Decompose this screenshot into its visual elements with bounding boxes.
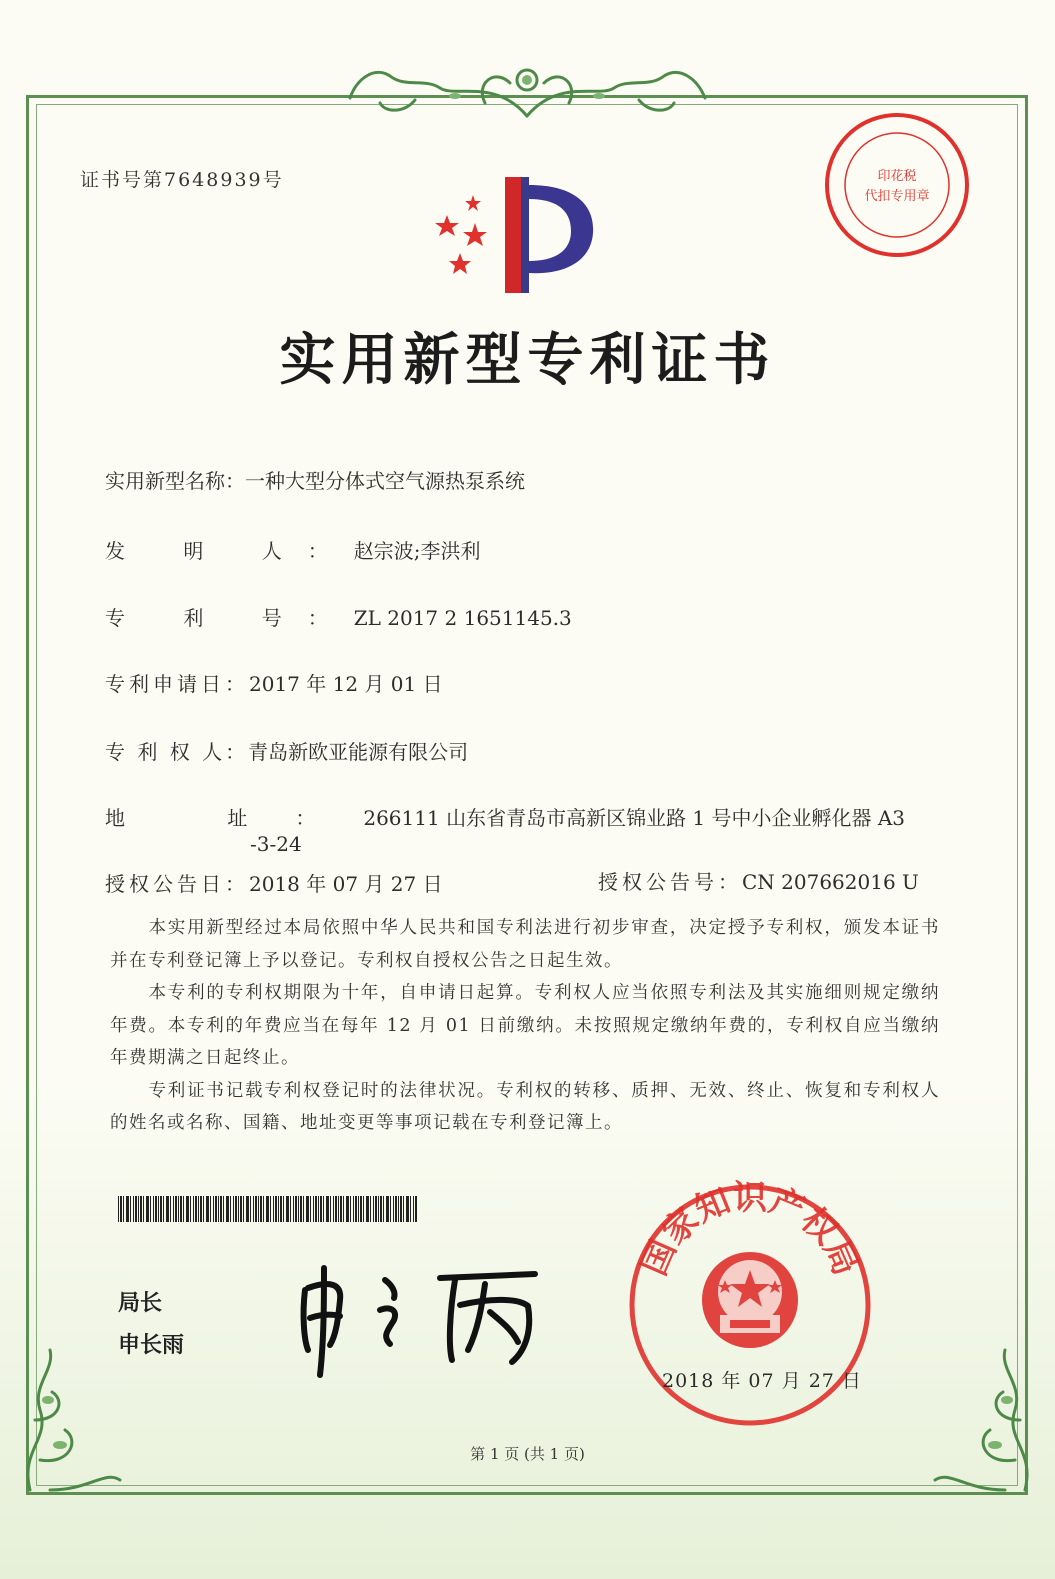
- inventor-label: 发 明 人：: [105, 539, 354, 563]
- barcode-icon: [118, 1196, 418, 1222]
- barcode-bar: [343, 1196, 344, 1222]
- barcode-bar: [355, 1196, 357, 1222]
- barcode-bar: [313, 1196, 314, 1222]
- address-line1: 266111 山东省青岛市高新区锦业路 1 号中小企业孵化器 A3: [363, 806, 906, 830]
- barcode-bar: [318, 1196, 319, 1222]
- barcode-bar: [370, 1196, 371, 1222]
- barcode-bar: [323, 1196, 324, 1222]
- barcode-bar: [130, 1196, 131, 1222]
- grant-no-label: 授权公告号：: [598, 870, 742, 894]
- barcode-bar: [298, 1196, 299, 1222]
- barcode-bar: [126, 1196, 129, 1222]
- barcode-bar: [333, 1196, 334, 1222]
- barcode-bar: [246, 1196, 249, 1222]
- barcode-bar: [326, 1196, 329, 1222]
- barcode-bar: [293, 1196, 294, 1222]
- barcode-bar: [263, 1196, 264, 1222]
- barcode-bar: [290, 1196, 291, 1222]
- barcode-bar: [203, 1196, 204, 1222]
- tax-seal-line2: 代扣专用章: [864, 189, 930, 204]
- barcode-bar: [383, 1196, 384, 1222]
- field-inventor: [105, 535, 480, 564]
- barcode-bar: [310, 1196, 311, 1222]
- patent-no-value: ZL 2017 2 1651145.3: [353, 606, 572, 630]
- barcode-bar: [258, 1196, 259, 1222]
- barcode-bar: [306, 1196, 309, 1222]
- barcode-bar: [153, 1196, 154, 1222]
- barcode-bar: [118, 1196, 119, 1222]
- barcode-bar: [173, 1196, 174, 1222]
- bottom-left-ornament-icon: [10, 1340, 130, 1500]
- body-paragraph-2: 本专利的专利权期限为十年，自申请日起算。专利权人应当依照专利法及其实施细则规定缴纳年费。本专利的年费应当在每年 12 月 01 日前缴纳。未按照规定缴纳年费的，专利权自应当缴纳年费期满之日起终止。: [110, 983, 940, 1068]
- barcode-bar: [406, 1196, 409, 1222]
- barcode-bar: [155, 1196, 157, 1222]
- barcode-bar: [346, 1196, 349, 1222]
- barcode-bar: [238, 1196, 239, 1222]
- barcode-bar: [123, 1196, 124, 1222]
- barcode-bar: [230, 1196, 231, 1222]
- barcode-bar: [150, 1196, 151, 1222]
- certificate-number: 证书号第7648939号: [80, 169, 284, 191]
- barcode-bar: [360, 1196, 362, 1222]
- field-filing-date: [105, 668, 443, 697]
- barcode-bar: [270, 1196, 271, 1222]
- barcode-bar: [380, 1196, 382, 1222]
- barcode-bar: [315, 1196, 317, 1222]
- barcode-bar: [186, 1196, 189, 1222]
- barcode-bar: [133, 1196, 134, 1222]
- barcode-bar: [226, 1196, 229, 1222]
- barcode-bar: [135, 1196, 137, 1222]
- barcode-bar: [366, 1196, 369, 1222]
- barcode-bar: [195, 1196, 197, 1222]
- field-grant-number: [598, 866, 919, 895]
- barcode-bar: [253, 1196, 254, 1222]
- barcode-bar: [220, 1196, 222, 1222]
- tax-seal-line1: 印花税: [877, 169, 917, 184]
- barcode-bar: [386, 1196, 389, 1222]
- field-address-continued: [250, 832, 302, 856]
- address-line2: -3-24: [250, 832, 302, 856]
- barcode-bar: [138, 1196, 139, 1222]
- name-label: 实用新型名称：: [105, 469, 245, 493]
- barcode-bar: [146, 1196, 149, 1222]
- field-grant-date: [105, 868, 443, 897]
- field-patentee: [105, 736, 468, 765]
- barcode-bar: [175, 1196, 177, 1222]
- stamp-duty-seal-icon: [822, 110, 972, 260]
- barcode-bar: [260, 1196, 262, 1222]
- director-title: 局长: [118, 1291, 163, 1316]
- barcode-bar: [403, 1196, 404, 1222]
- barcode-bar: [213, 1196, 214, 1222]
- barcode-bar: [400, 1196, 402, 1222]
- barcode-bar: [413, 1196, 414, 1222]
- field-address: [105, 802, 905, 831]
- barcode-bar: [166, 1196, 169, 1222]
- body-paragraph-1: 本实用新型经过本局依照中华人民共和国专利法进行初步审查，决定授予专利权，颁发本证书并在专利登记簿上予以登记。专利权自授权公告之日起生效。: [110, 918, 940, 971]
- seal-ring-text: 国家知识产权局: [634, 1180, 866, 1282]
- page-number: 第 1 页 (共 1 页): [470, 1445, 585, 1463]
- name-value: 一种大型分体式空气源热泵系统: [245, 469, 525, 493]
- barcode-bar: [363, 1196, 364, 1222]
- grant-date-label: 授权公告日：: [105, 872, 249, 896]
- field-patent-number: [105, 602, 572, 631]
- barcode-bar: [330, 1196, 331, 1222]
- inventor-value: 赵宗波;李洪利: [353, 539, 481, 563]
- barcode-bar: [393, 1196, 394, 1222]
- barcode-bar: [390, 1196, 391, 1222]
- top-ornament-icon: [345, 58, 710, 122]
- barcode-bar: [415, 1196, 417, 1222]
- barcode-bar: [198, 1196, 199, 1222]
- barcode-bar: [278, 1196, 279, 1222]
- barcode-bar: [243, 1196, 244, 1222]
- filing-date-value: 2017 年 12 月 01 日: [249, 672, 443, 696]
- director-name: 申长雨: [118, 1333, 185, 1358]
- barcode-bar: [120, 1196, 122, 1222]
- barcode-bar: [283, 1196, 284, 1222]
- barcode-bar: [350, 1196, 351, 1222]
- barcode-bar: [300, 1196, 302, 1222]
- grant-date-value: 2018 年 07 月 27 日: [249, 872, 443, 896]
- barcode-bar: [140, 1196, 142, 1222]
- barcode-bar: [275, 1196, 277, 1222]
- certificate-body: [110, 912, 940, 1140]
- director-signature-icon: [290, 1250, 550, 1380]
- patent-office-logo-icon: [425, 165, 605, 300]
- barcode-bar: [295, 1196, 297, 1222]
- barcode-bar: [255, 1196, 257, 1222]
- barcode-bar: [373, 1196, 374, 1222]
- barcode-bar: [143, 1196, 144, 1222]
- barcode-bar: [266, 1196, 269, 1222]
- barcode-bar: [163, 1196, 164, 1222]
- grant-no-value: CN 207662016 U: [742, 870, 919, 894]
- barcode-bar: [335, 1196, 337, 1222]
- certificate-title: 实用新型专利证书: [279, 327, 776, 393]
- barcode-bar: [240, 1196, 242, 1222]
- barcode-bar: [280, 1196, 282, 1222]
- barcode-bar: [410, 1196, 411, 1222]
- barcode-bar: [378, 1196, 379, 1222]
- barcode-bar: [286, 1196, 289, 1222]
- barcode-bar: [223, 1196, 224, 1222]
- barcode-bar: [398, 1196, 399, 1222]
- barcode-bar: [218, 1196, 219, 1222]
- barcode-bar: [206, 1196, 209, 1222]
- barcode-bar: [320, 1196, 322, 1222]
- barcode-bar: [338, 1196, 339, 1222]
- barcode-bar: [160, 1196, 162, 1222]
- barcode-bar: [375, 1196, 377, 1222]
- barcode-bar: [190, 1196, 191, 1222]
- barcode-bar: [170, 1196, 171, 1222]
- barcode-bar: [178, 1196, 179, 1222]
- barcode-bar: [235, 1196, 237, 1222]
- barcode-bar: [353, 1196, 354, 1222]
- barcode-bar: [183, 1196, 184, 1222]
- barcode-bar: [273, 1196, 274, 1222]
- patentee-value: 青岛新欧亚能源有限公司: [248, 740, 469, 764]
- seal-date: 2018 年 07 月 27 日: [662, 1370, 862, 1392]
- barcode-bar: [303, 1196, 304, 1222]
- barcode-bar: [193, 1196, 194, 1222]
- body-paragraph-3: 专利证书记载专利权登记时的法律状况。专利权的转移、质押、无效、终止、恢复和专利权人的姓名或名称、国籍、地址变更等事项记载在专利登记簿上。: [110, 1080, 940, 1133]
- barcode-bar: [180, 1196, 182, 1222]
- barcode-bar: [210, 1196, 211, 1222]
- field-utility-model-name: [105, 465, 525, 494]
- barcode-bar: [250, 1196, 251, 1222]
- barcode-bar: [233, 1196, 234, 1222]
- barcode-bar: [215, 1196, 217, 1222]
- patentee-label: 专 利 权 人：: [105, 740, 249, 764]
- filing-date-label: 专利申请日：: [105, 672, 249, 696]
- barcode-bar: [395, 1196, 397, 1222]
- barcode-bar: [158, 1196, 159, 1222]
- address-label: 地 址：: [105, 806, 364, 830]
- barcode-bar: [340, 1196, 342, 1222]
- barcode-bar: [358, 1196, 359, 1222]
- patent-no-label: 专 利 号：: [105, 606, 354, 630]
- barcode-bar: [200, 1196, 202, 1222]
- bottom-right-ornament-icon: [925, 1340, 1045, 1500]
